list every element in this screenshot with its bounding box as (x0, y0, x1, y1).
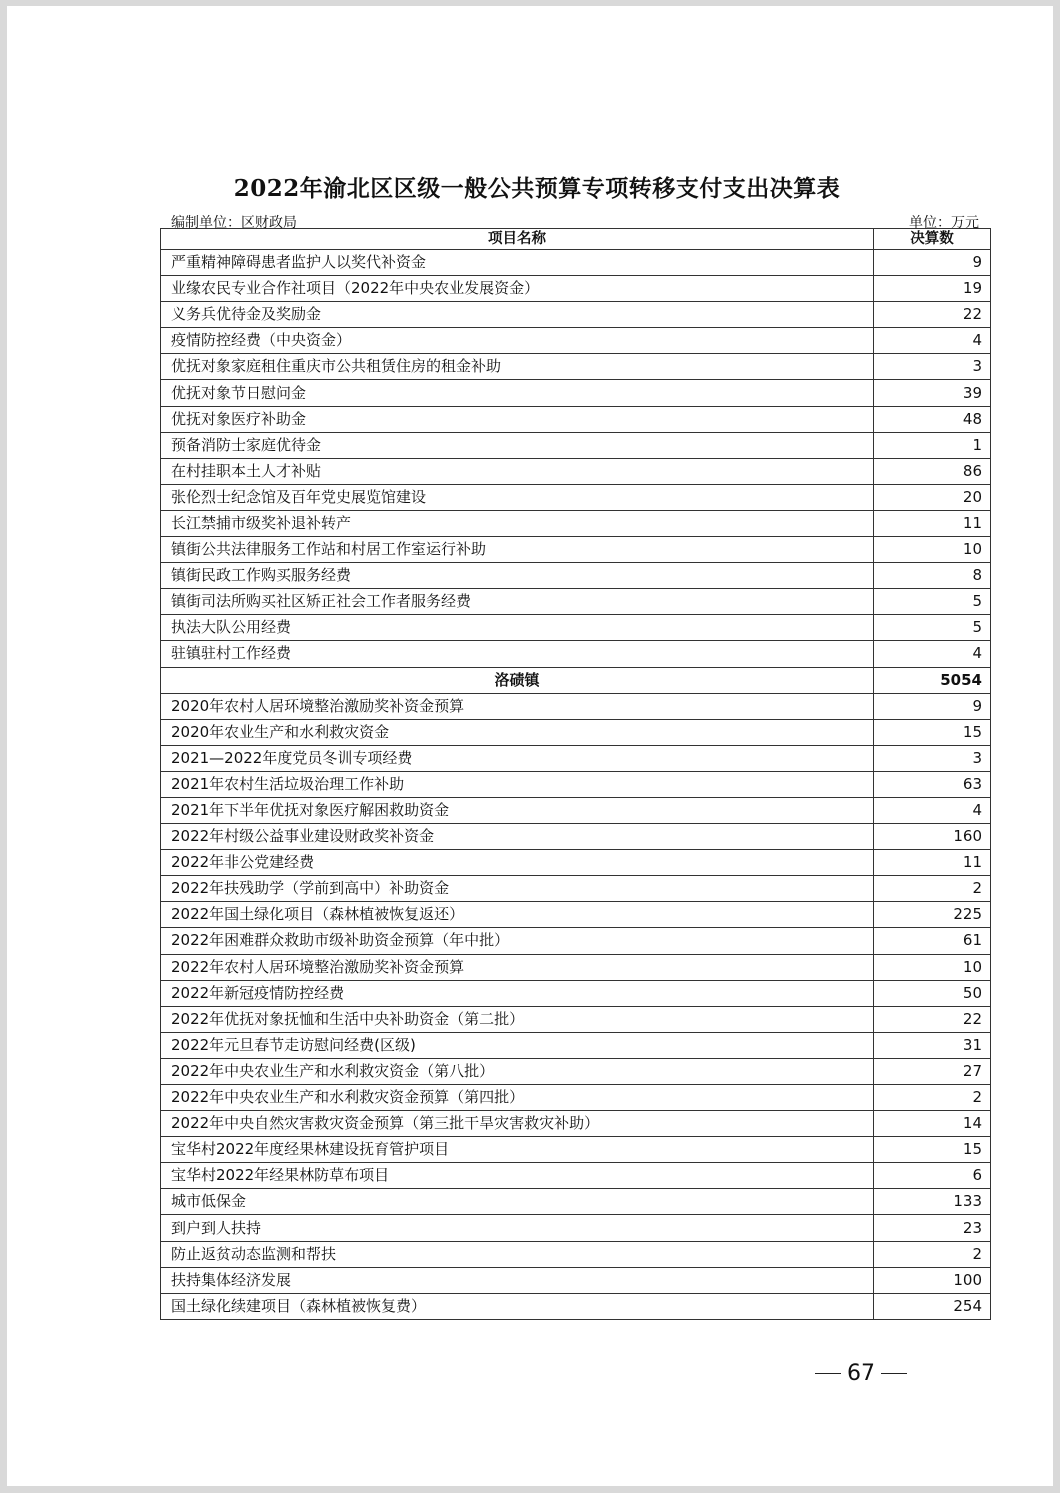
row-project-name: 张伦烈士纪念馆及百年党史展览馆建设 (161, 484, 874, 510)
row-project-name: 扶持集体经济发展 (161, 1267, 874, 1293)
row-final-amount: 4 (874, 328, 991, 354)
row-final-amount: 2 (874, 1241, 991, 1267)
table-row (161, 954, 991, 980)
table-row (161, 380, 991, 406)
row-final-amount: 11 (874, 510, 991, 536)
unit-label: 单位：万元 (909, 215, 979, 231)
table-row (161, 1241, 991, 1267)
row-final-amount: 22 (874, 302, 991, 328)
row-final-amount: 2 (874, 1085, 991, 1111)
row-project-name: 国土绿化续建项目（森林植被恢复费） (161, 1293, 874, 1319)
page-number-dash-right (881, 1373, 907, 1374)
table-group-row (161, 667, 991, 693)
table-row (161, 1058, 991, 1084)
document-title: 2022年渝北区区级一般公共预算专项转移支付支出决算表 (233, 175, 841, 202)
row-project-name: 义务兵优待金及奖励金 (161, 302, 874, 328)
row-final-amount: 3 (874, 745, 991, 771)
row-final-amount: 22 (874, 1006, 991, 1032)
row-project-name: 2022年扶残助学（学前到高中）补助资金 (161, 876, 874, 902)
table-row (161, 615, 991, 641)
row-final-amount: 23 (874, 1215, 991, 1241)
row-final-amount: 20 (874, 484, 991, 510)
row-project-name: 镇街民政工作购买服务经费 (161, 563, 874, 589)
header-final-amount: 决算数 (874, 229, 991, 250)
table-row (161, 771, 991, 797)
row-final-amount: 100 (874, 1267, 991, 1293)
table-row (161, 1267, 991, 1293)
row-final-amount: 4 (874, 641, 991, 667)
row-project-name: 长江禁捕市级奖补退补转产 (161, 510, 874, 536)
row-project-name: 驻镇驻村工作经费 (161, 641, 874, 667)
row-project-name: 2022年村级公益事业建设财政奖补资金 (161, 824, 874, 850)
row-final-amount: 9 (874, 250, 991, 276)
page-number-text: 67 (847, 1361, 875, 1386)
row-final-amount: 5054 (874, 667, 991, 693)
row-final-amount: 9 (874, 693, 991, 719)
row-final-amount: 10 (874, 537, 991, 563)
row-project-name: 疫情防控经费（中央资金） (161, 328, 874, 354)
row-project-name: 严重精神障碍患者监护人以奖代补资金 (161, 250, 874, 276)
row-final-amount: 1 (874, 432, 991, 458)
table-row (161, 1006, 991, 1032)
row-project-name: 2022年中央农业生产和水利救灾资金（第八批） (161, 1058, 874, 1084)
row-project-name: 2020年农村人居环境整治激励奖补资金预算 (161, 693, 874, 719)
table-row (161, 563, 991, 589)
table-row (161, 458, 991, 484)
row-final-amount: 254 (874, 1293, 991, 1319)
row-final-amount: 160 (874, 824, 991, 850)
row-project-name: 镇街公共法律服务工作站和村居工作室运行补助 (161, 537, 874, 563)
document-page (7, 6, 1053, 1486)
table-row (161, 1111, 991, 1137)
row-final-amount: 4 (874, 797, 991, 823)
row-project-name: 2022年中央农业生产和水利救灾资金预算（第四批） (161, 1085, 874, 1111)
row-project-name: 2022年国土绿化项目（森林植被恢复返还） (161, 902, 874, 928)
table-row (161, 406, 991, 432)
compiler-label: 编制单位：区财政局 (171, 215, 297, 231)
row-final-amount: 39 (874, 380, 991, 406)
table-row (161, 719, 991, 745)
row-project-name: 2022年困难群众救助市级补助资金预算（年中批） (161, 928, 874, 954)
table-row (161, 745, 991, 771)
row-project-name: 2022年新冠疫情防控经费 (161, 980, 874, 1006)
table-row (161, 484, 991, 510)
table-row (161, 980, 991, 1006)
table-header-row (161, 229, 991, 250)
table-row (161, 510, 991, 536)
row-final-amount: 15 (874, 719, 991, 745)
row-project-name: 城市低保金 (161, 1189, 874, 1215)
table-row (161, 850, 991, 876)
row-project-name: 2022年农村人居环境整治激励奖补资金预算 (161, 954, 874, 980)
row-project-name: 2022年中央自然灾害救灾资金预算（第三批干旱灾害救灾补助） (161, 1111, 874, 1137)
table-row (161, 328, 991, 354)
row-final-amount: 5 (874, 615, 991, 641)
table-row (161, 928, 991, 954)
row-final-amount: 10 (874, 954, 991, 980)
table-row (161, 354, 991, 380)
table-row (161, 797, 991, 823)
row-final-amount: 2 (874, 876, 991, 902)
row-final-amount: 31 (874, 1032, 991, 1058)
row-project-name: 2022年优抚对象抚恤和生活中央补助资金（第二批） (161, 1006, 874, 1032)
table-row (161, 250, 991, 276)
table-row (161, 641, 991, 667)
row-project-name: 优抚对象医疗补助金 (161, 406, 874, 432)
row-project-name: 2020年农业生产和水利救灾资金 (161, 719, 874, 745)
row-project-name: 宝华村2022年经果林防草布项目 (161, 1163, 874, 1189)
row-final-amount: 15 (874, 1137, 991, 1163)
row-project-name: 2022年元旦春节走访慰问经费(区级) (161, 1032, 874, 1058)
row-project-name: 镇街司法所购买社区矫正社会工作者服务经费 (161, 589, 874, 615)
table-row (161, 1293, 991, 1319)
header-project-name: 项目名称 (161, 229, 874, 250)
row-final-amount: 133 (874, 1189, 991, 1215)
row-project-name: 业缘农民专业合作社项目（2022年中央农业发展资金） (161, 276, 874, 302)
row-project-name: 2021年下半年优抚对象医疗解困救助资金 (161, 797, 874, 823)
row-project-name: 洛碛镇 (161, 667, 874, 693)
row-project-name: 2021年农村生活垃圾治理工作补助 (161, 771, 874, 797)
table-row (161, 693, 991, 719)
page-number-dash-left (815, 1373, 841, 1374)
row-project-name: 宝华村2022年度经果林建设抚育管护项目 (161, 1137, 874, 1163)
row-final-amount: 6 (874, 1163, 991, 1189)
row-project-name: 执法大队公用经费 (161, 615, 874, 641)
row-project-name: 2022年非公党建经费 (161, 850, 874, 876)
table-row (161, 902, 991, 928)
row-final-amount: 225 (874, 902, 991, 928)
row-final-amount: 27 (874, 1058, 991, 1084)
table-row (161, 1189, 991, 1215)
row-project-name: 优抚对象家庭租住重庆市公共租赁住房的租金补助 (161, 354, 874, 380)
table-row (161, 302, 991, 328)
row-project-name: 优抚对象节日慰问金 (161, 380, 874, 406)
row-final-amount: 61 (874, 928, 991, 954)
table-row (161, 537, 991, 563)
table-row (161, 1137, 991, 1163)
row-final-amount: 19 (874, 276, 991, 302)
row-final-amount: 86 (874, 458, 991, 484)
table-row (161, 824, 991, 850)
table-row (161, 276, 991, 302)
row-project-name: 防止返贫动态监测和帮扶 (161, 1241, 874, 1267)
row-final-amount: 3 (874, 354, 991, 380)
row-final-amount: 11 (874, 850, 991, 876)
budget-table (160, 228, 991, 1320)
row-final-amount: 50 (874, 980, 991, 1006)
row-final-amount: 63 (874, 771, 991, 797)
table-body (161, 250, 991, 1320)
table-row (161, 1085, 991, 1111)
row-project-name: 到户到人扶持 (161, 1215, 874, 1241)
table-row (161, 1163, 991, 1189)
row-final-amount: 48 (874, 406, 991, 432)
table-row (161, 1215, 991, 1241)
page-number (815, 1361, 907, 1386)
table-row (161, 589, 991, 615)
row-project-name: 在村挂职本土人才补贴 (161, 458, 874, 484)
table-row (161, 876, 991, 902)
row-final-amount: 8 (874, 563, 991, 589)
row-final-amount: 14 (874, 1111, 991, 1137)
row-project-name: 2021—2022年度党员冬训专项经费 (161, 745, 874, 771)
table-row (161, 1032, 991, 1058)
row-project-name: 预备消防士家庭优待金 (161, 432, 874, 458)
table-row (161, 432, 991, 458)
row-final-amount: 5 (874, 589, 991, 615)
